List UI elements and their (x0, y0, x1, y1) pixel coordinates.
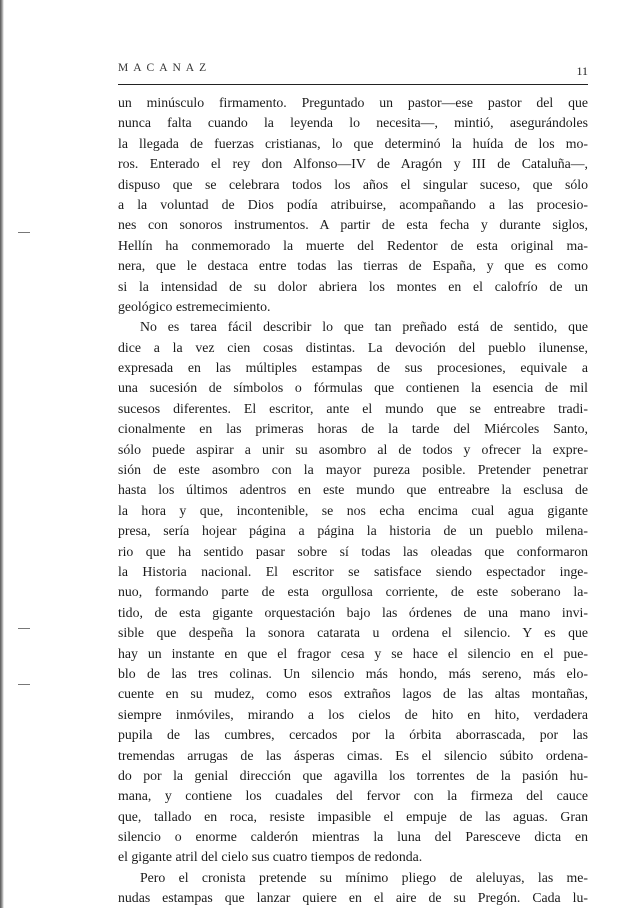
text-line: sible que despeña la sonora catarata u ordena el silencio. Y es que (118, 625, 588, 641)
text-line: que, tallado en roca, resiste impasible el empuje de las aguas. Gran (118, 808, 588, 824)
text-line: si la intensidad de su dolor abriera los montes en el calofrío de un (118, 278, 588, 294)
text-line: la llegada de fuerzas cristianas, lo que determinó la huída de los mo- (118, 135, 588, 151)
text-line: sucesos diferentes. El escritor, ante el mundo que se entreabre tradi- (118, 400, 588, 416)
text-line: pupila de las cumbres, cercados por la órbita aborrascada, por las (118, 727, 588, 743)
text-line: Hellín ha conmemorado la muerte del Redentor de esta original ma- (118, 237, 588, 253)
scan-mark (18, 628, 30, 635)
text-line: tido, de esta gigante orquestación bajo las órdenes de una mano invi- (118, 604, 588, 620)
text-line: el gigante atril del cielo sus cuatro tiempos de redonda. (118, 849, 423, 865)
text-line: siempre inmóviles, mirando a los cielos de hito en hito, verdadera (118, 706, 588, 722)
text-line: rio que ha sentido pasar sobre sí todas las oleadas que conformaron (118, 543, 588, 559)
text-line: nudas estampas que lanzar quiere en el aire de su Pregón. Cada lu- (118, 890, 588, 906)
text-line: do por la genial dirección que agavilla los torrentes de la pasión hu- (118, 767, 588, 783)
text-line: tremendas arrugas de las ásperas cimas. Es el silencio súbito ordena- (118, 747, 588, 763)
text-line: silencio o enorme calderón mientras la luna del Paresceve dicta en (118, 829, 588, 845)
page-edge (0, 0, 4, 908)
text-line: expresada en las múltiples estampas de sus procesiones, equivale a (118, 360, 588, 376)
text-line: dice a la vez cien cosas distintas. La devoción del pueblo ilunense, (118, 339, 588, 355)
text-line: nes con sonoros instrumentos. A partir de esta fecha y durante siglos, (118, 217, 588, 233)
text-line: ros. Enterado el rey don Alfonso—IV de Aragón y III de Cataluña—, (118, 156, 588, 172)
text-line: nera, que le destaca entre todas las tierras de España, y que es como (118, 258, 588, 274)
text-line: una sucesión de símbolos o fórmulas que contienen la esencia de mil (118, 380, 588, 396)
body-text (118, 93, 588, 909)
text-line: hay un instante en que el fragor cesa y se hace el silencio en el pue- (118, 645, 588, 661)
text-line: hasta los últimos adentros en este mundo que entreabre la esclusa de (118, 482, 588, 498)
text-line: dispuso que se celebrara todos los años el singular suceso, que sólo (118, 176, 588, 192)
text-line: Pero el cronista pretende su mínimo pliego de aleluyas, las me- (140, 869, 588, 885)
text-line: nuo, formando parte de esta orgullosa corriente, de este soberano la- (118, 584, 588, 600)
scan-mark (18, 684, 30, 691)
text-line: geológico estremecimiento. (118, 298, 271, 314)
text-line: cuente en su mudez, como esos extraños lagos de las altas montañas, (118, 686, 588, 702)
text-line: mana, y contiene los cuadales del fervor con la firmeza del cauce (118, 788, 588, 804)
text-line: a la voluntad de Dios podía atribuirse, acompañando a las procesio- (118, 196, 588, 212)
text-line: la Historia nacional. El escritor se satisface siendo espectador inge- (118, 563, 588, 579)
page-header (118, 60, 588, 85)
text-line: No es tarea fácil describir lo que tan preñado está de sentido, que (140, 319, 588, 335)
page-number: 11 (576, 64, 588, 78)
text-line: cionalmente en las primeras horas de la tarde del Miércoles Santo, (118, 421, 588, 437)
text-line: un minúsculo firmamento. Preguntado un pastor—ese pastor del que (118, 95, 588, 110)
running-head: MACANAZ (118, 62, 212, 74)
text-line: blo de las tres colinas. Un silencio más hondo, más sereno, más elo- (118, 665, 588, 681)
text-line: la hora y que, incontenible, se nos echa encima cual agua gigante (118, 502, 588, 518)
scan-mark (18, 232, 30, 239)
text-line: presa, sería hojear página a página la historia de un pueblo milena- (118, 523, 588, 539)
text-line: nunca falta cuando la leyenda lo necesita—, mintió, asegurándoles (118, 115, 588, 131)
text-line: sión de este asombro con la mayor pureza posible. Pretender penetrar (118, 462, 588, 478)
text-line: sólo puede aspirar a unir su asombro al de todos y ofrecer la expre- (118, 441, 588, 457)
